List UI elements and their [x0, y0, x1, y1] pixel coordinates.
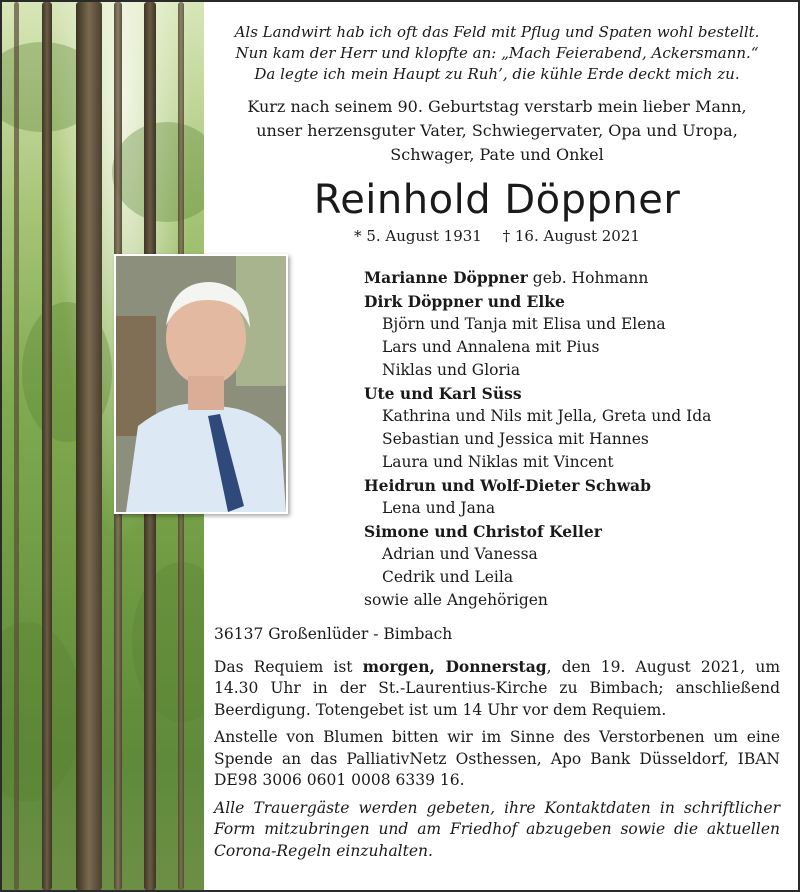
family-list — [364, 266, 784, 612]
wife-maiden-name: geb. Hohmann — [527, 269, 649, 287]
family-group-head: Dirk Döppner und Elke — [364, 292, 565, 311]
portrait-illustration — [116, 256, 286, 512]
family-group-head: Ute und Karl Süss — [364, 384, 522, 403]
obituary-details — [214, 624, 780, 868]
requiem-post: , den 19. August 2021, um 14.30 Uhr in der St.-Laurentius-Kirche zu Bimbach; anschließend Beerdigung. Totengebet ist um 14 Uhr vor dem Requiem. — [214, 657, 781, 719]
wife-name: Marianne Döppner — [364, 268, 528, 287]
family-member: Sebastian und Jessica mit Hannes — [382, 430, 649, 448]
intro-line: unser herzensguter Vater, Schwiegervater, Opa und Uropa, — [256, 121, 738, 140]
family-member: Cedrik und Leila — [382, 568, 514, 586]
portrait-photo — [114, 254, 288, 514]
family-group-head: Heidrun und Wolf-Dieter Schwab — [364, 476, 651, 495]
poem-line: Nun kam der Herr und klopfte an: „Mach Feierabend, Ackersmann.“ — [235, 44, 759, 62]
poem-line: Als Landwirt hab ich oft das Feld mit Pflug und Spaten wohl bestellt. — [234, 23, 760, 41]
family-member: Adrian und Vanessa — [382, 545, 538, 563]
death-date: † 16. August 2021 — [502, 227, 640, 245]
deceased-name: Reinhold Döppner — [313, 177, 681, 223]
family-member: Laura und Niklas mit Vincent — [382, 453, 614, 471]
family-closing: sowie alle Angehörigen — [364, 591, 548, 609]
obituary-header — [214, 14, 780, 247]
donation-info: Anstelle von Blumen bitten wir im Sinne des Verstorbenen um eine Spende an das PalliativNetz Osthessen, Apo Bank Düsseldorf, IBAN DE98 3006 0601 0008 6339 16. — [214, 728, 780, 789]
poem — [214, 22, 780, 85]
family-wife — [364, 266, 784, 290]
life-dates — [214, 225, 780, 247]
requiem-day: morgen, Donnerstag — [362, 656, 547, 676]
location: 36137 Großenlüder - Bimbach — [214, 625, 453, 643]
family-group-head: Simone und Christof Keller — [364, 522, 602, 541]
intro-text — [214, 95, 780, 167]
birth-date: * 5. August 1931 — [354, 227, 482, 245]
poem-line: Da legte ich mein Haupt zu Ruh’, die kühle Erde deckt mich zu. — [254, 65, 740, 83]
intro-line: Kurz nach seinem 90. Geburtstag verstarb mein lieber Mann, — [247, 97, 747, 116]
intro-line: Schwager, Pate und Onkel — [390, 145, 604, 164]
family-member: Niklas und Gloria — [382, 361, 521, 379]
family-member: Kathrina und Nils mit Jella, Greta und Ida — [382, 407, 712, 425]
requiem-info — [214, 656, 780, 722]
corona-note: Alle Trauergäste werden gebeten, ihre Kontaktdaten in schriftlicher Form mitzubringen und am Friedhof abzugeben sowie die aktuellen Corona-Regeln einzuhalten. — [214, 798, 780, 860]
requiem-pre: Das Requiem ist — [214, 657, 363, 676]
family-member: Björn und Tanja mit Elisa und Elena — [382, 315, 666, 333]
family-member: Lena und Jana — [382, 499, 496, 517]
family-member: Lars und Annalena mit Pius — [382, 338, 600, 356]
